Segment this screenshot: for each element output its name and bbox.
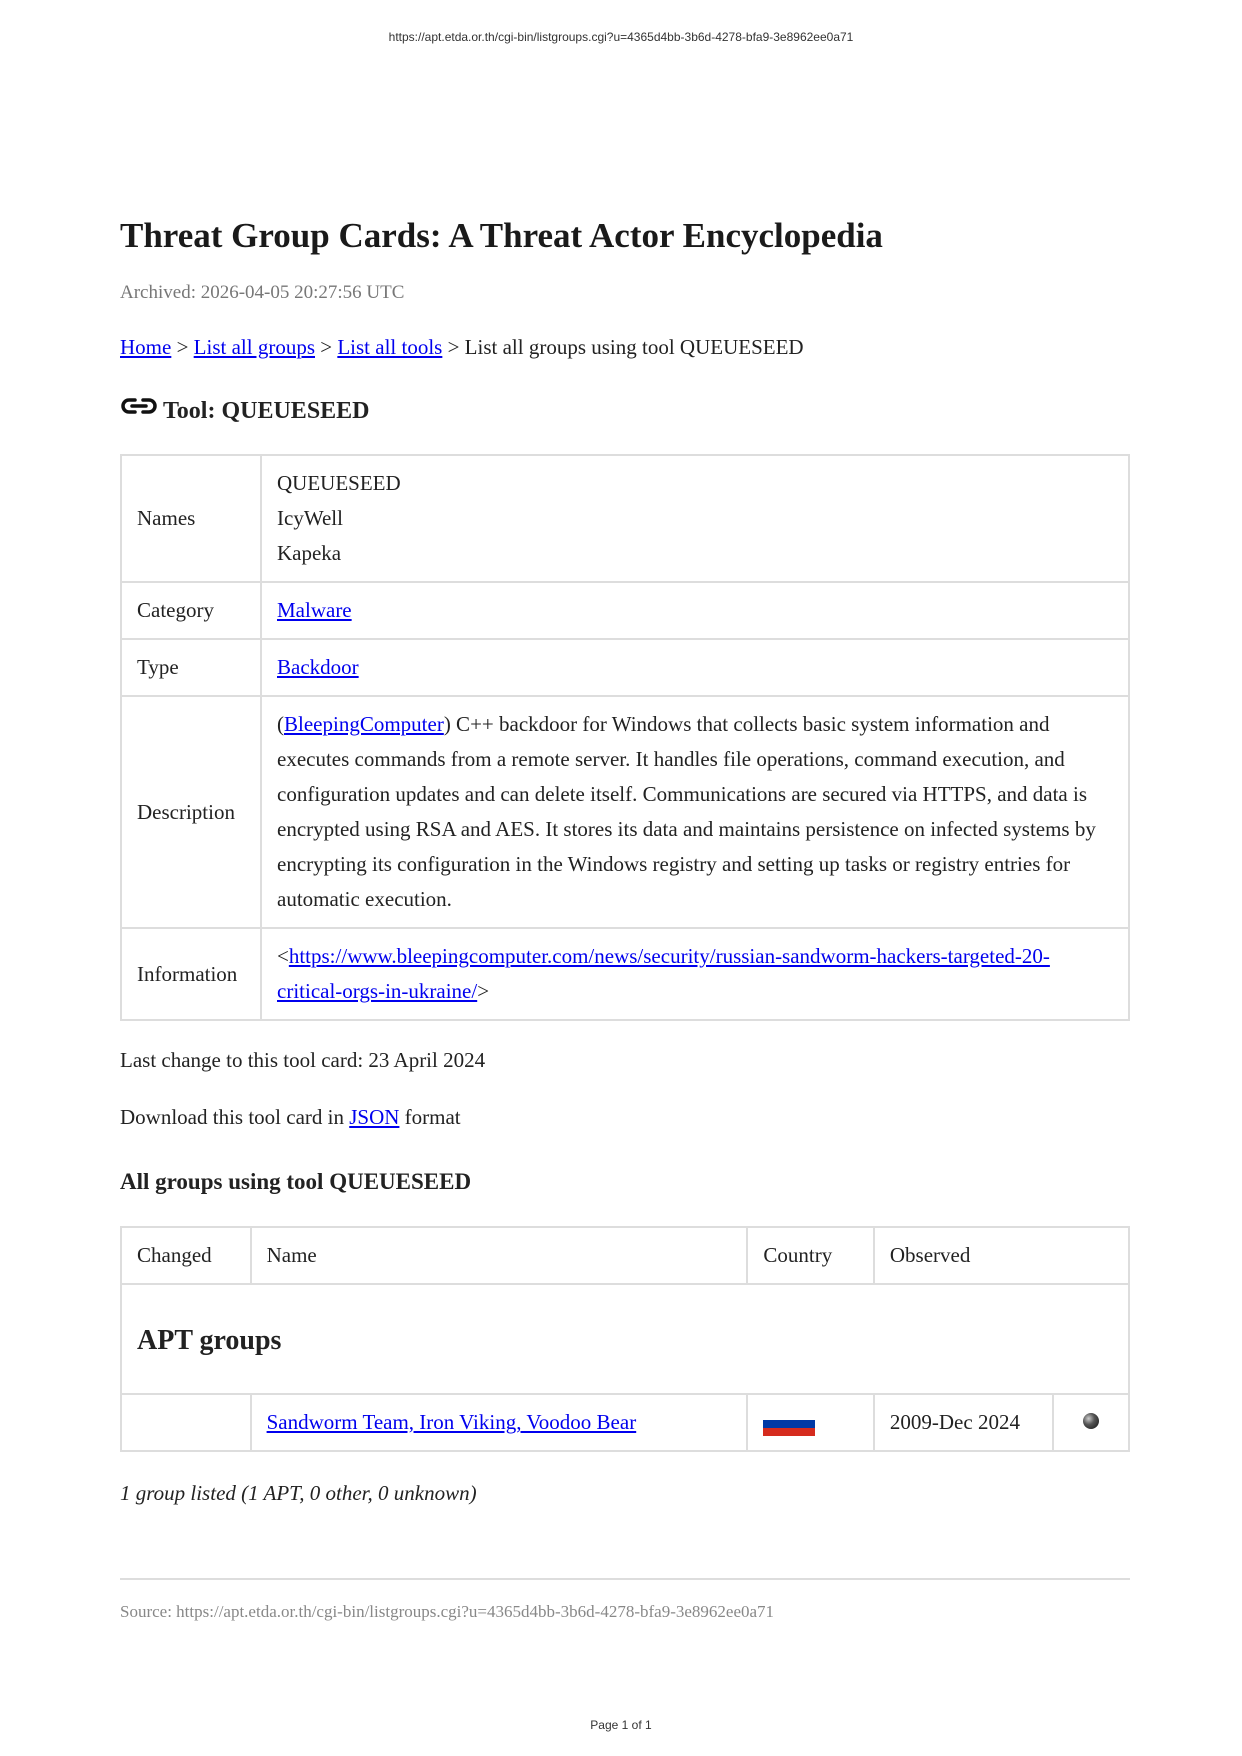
information-value <box>261 928 1129 1020</box>
category-label: Category <box>121 582 261 639</box>
archived-timestamp: Archived: 2026-04-05 20:27:56 UTC <box>120 282 405 303</box>
info-bracket-open: < <box>277 944 289 968</box>
category-row <box>121 582 1129 639</box>
description-row <box>121 696 1129 928</box>
description-text: ) C++ backdoor for Windows that collects basic system information and executes commands from a remote server. It handles file operations, command execution, and configuration updates and can delete itself. Communications are secured via HTTPS, and data is encrypted using RSA and AES. It stores its data and maintains persistence on infected systems by encrypting its configuration in the Windows registry and setting up tasks or registry entries for automatic execution. <box>277 712 1096 911</box>
column-header-country: Country <box>747 1227 874 1284</box>
breadcrumb-tools-link[interactable]: List all tools <box>337 335 443 359</box>
observed-cell: 2009-Dec 2024 <box>874 1394 1053 1451</box>
source-url: Source: https://apt.etda.or.th/cgi-bin/listgroups.cgi?u=4365d4bb-3b6d-4278-bfa9-3e8962ee0a71 <box>120 1602 775 1621</box>
tool-name: IcyWell <box>277 506 343 530</box>
breadcrumb-separator: > <box>171 335 194 359</box>
info-bracket-close: > <box>477 979 490 1003</box>
description-source-link[interactable]: BleepingComputer <box>284 712 444 736</box>
tool-name: QUEUESEED <box>277 471 401 495</box>
tool-info-table <box>120 454 1130 1021</box>
flag-stripe <box>763 1420 815 1428</box>
names-value <box>261 455 1129 582</box>
breadcrumb-current: > List all groups using tool QUEUESEED <box>442 335 804 359</box>
download-after: format <box>399 1105 461 1129</box>
groups-summary: 1 group listed (1 APT, 0 other, 0 unknown) <box>120 1481 477 1505</box>
type-row <box>121 639 1129 696</box>
description-value <box>261 696 1129 928</box>
divider <box>120 1578 1130 1580</box>
breadcrumb-separator: > <box>315 335 338 359</box>
groups-header-row <box>121 1227 1129 1284</box>
flag-stripe <box>763 1428 815 1436</box>
names-row <box>121 455 1129 582</box>
tool-name: Kapeka <box>277 541 342 565</box>
json-download-link[interactable]: JSON <box>349 1105 400 1129</box>
page-number: Page 1 of 1 <box>590 1718 652 1732</box>
page-content <box>120 212 1130 1624</box>
section-apt-groups: APT groups <box>121 1284 1129 1394</box>
groups-heading: All groups using tool QUEUESEED <box>120 1169 472 1194</box>
breadcrumb-groups-link[interactable]: List all groups <box>193 335 315 359</box>
information-row <box>121 928 1129 1020</box>
download-text <box>120 1102 1130 1132</box>
column-header-changed: Changed <box>121 1227 251 1284</box>
print-header-url: https://apt.etda.or.th/cgi-bin/listgroups.cgi?u=4365d4bb-3b6d-4278-bfa9-3e8962ee0a71 <box>388 30 854 44</box>
names-label: Names <box>121 455 261 582</box>
tool-heading <box>120 390 1130 428</box>
category-link[interactable]: Malware <box>277 598 352 622</box>
table-row <box>121 1394 1129 1451</box>
download-before: Download this tool card in <box>120 1105 350 1129</box>
type-link[interactable]: Backdoor <box>277 655 359 679</box>
groups-table <box>120 1226 1130 1452</box>
page-title: Threat Group Cards: A Threat Actor Encyclopedia <box>120 216 883 255</box>
country-cell <box>747 1394 874 1451</box>
russia-flag-icon <box>763 1412 815 1436</box>
column-header-observed: Observed <box>874 1227 1129 1284</box>
description-paren: ( <box>277 712 284 736</box>
information-label: Information <box>121 928 261 1020</box>
column-header-name: Name <box>251 1227 748 1284</box>
breadcrumb <box>120 332 1130 362</box>
tool-heading-text: Tool: QUEUESEED <box>163 398 370 424</box>
black-ball-icon <box>1083 1413 1099 1429</box>
section-row <box>121 1284 1129 1394</box>
changed-cell <box>121 1394 251 1451</box>
last-change-text: Last change to this tool card: 23 April 2024 <box>120 1048 486 1072</box>
breadcrumb-home-link[interactable]: Home <box>120 335 172 359</box>
description-label: Description <box>121 696 261 928</box>
type-label: Type <box>121 639 261 696</box>
link-icon <box>120 390 158 428</box>
group-name-link[interactable]: Sandworm Team, Iron Viking, Voodoo Bear <box>266 1410 637 1434</box>
information-link[interactable]: https://www.bleepingcomputer.com/news/security/russian-sandworm-hackers-targeted-20-critical-orgs-in-ukraine/ <box>277 944 1050 1003</box>
flag-stripe <box>763 1412 815 1420</box>
status-cell <box>1053 1394 1129 1451</box>
